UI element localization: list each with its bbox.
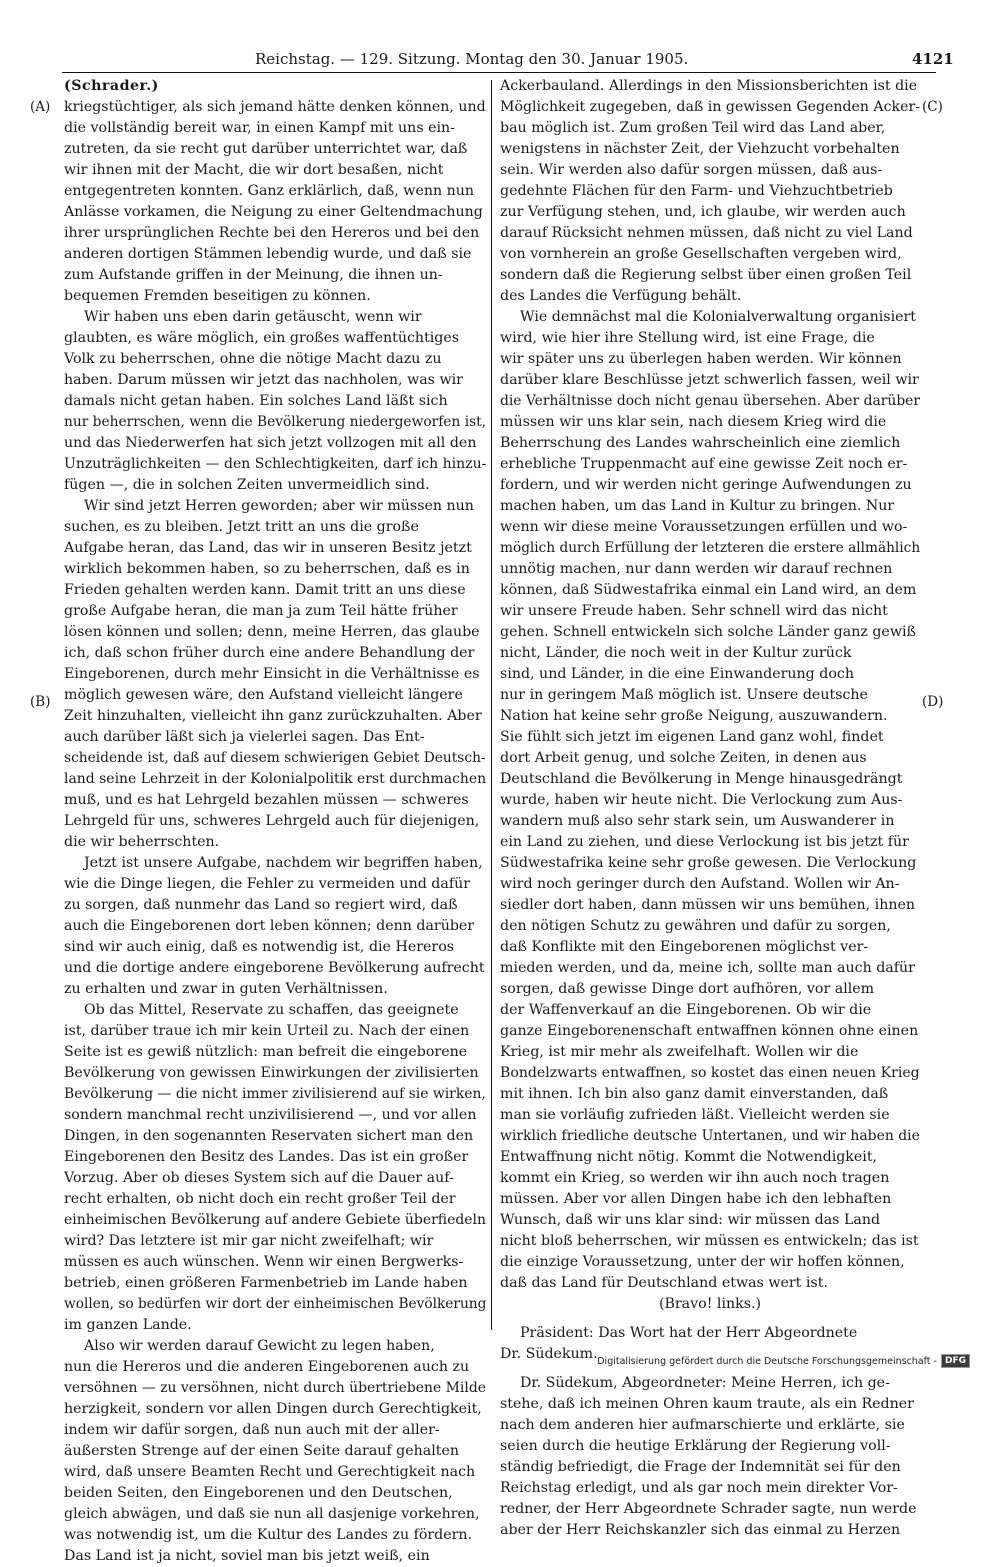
text-line: Eingeborenen, durch mehr Einsicht in die Verhältnisse es — [64, 666, 480, 682]
text-line: des Landes die Verfügung behält. — [500, 288, 742, 304]
text-line: äußersten Strenge auf der einen Seite darauf gehalten — [64, 1443, 460, 1459]
text-line: auch die Eingeborenen dort leben können; denn darüber — [64, 918, 475, 934]
text-line: damals nicht getan haben. Ein solches Land läßt sich — [64, 393, 448, 409]
text-line: wird, wie hier ihre Stellung wird, ist eine Frage, die — [500, 330, 875, 346]
text-line: entgegentreten konnten. Ganz erklärlich, daß, wenn nun — [64, 183, 475, 199]
text-line: die vollständig bereit war, in einen Kampf mit uns ein- — [64, 120, 455, 136]
text-line: seien durch die heutige Erklärung der Regierung voll- — [500, 1438, 891, 1454]
text-line: Vorzug. Aber ob dieses System sich auf die Dauer auf- — [64, 1170, 454, 1186]
text-line: ein Land zu ziehen, und diese Verlockung ist bis jetzt für — [500, 834, 909, 850]
margin-mark-b: (B) — [30, 694, 51, 710]
text-line: Wie demnächst mal die Kolonialverwaltung organisiert — [520, 309, 917, 325]
text-line: Seite ist es gewiß nützlich: man befreit die eingeborene — [64, 1044, 468, 1060]
text-line: indem wir dafür sorgen, daß nun auch mit der aller- — [64, 1422, 440, 1438]
text-line: von vornherein an große Gesellschaften vergeben wird, — [500, 246, 902, 262]
text-line: Wir haben uns eben darin getäuscht, wenn wir — [84, 309, 422, 325]
text-line: versöhnen — zu versöhnen, nicht durch übertriebene Milde — [64, 1380, 486, 1396]
text-line: mieden werden, und da, meine ich, sollte man auch dafür — [500, 960, 915, 976]
text-line: Volk zu beherrschen, ohne die nötige Macht dazu zu — [64, 351, 442, 367]
text-line: Aufgabe heran, das Land, das wir in unseren Besitz jetzt — [64, 540, 472, 556]
text-line: möglich durch Erfüllung der letzteren die erstere allmählich — [500, 540, 921, 556]
text-line: Bevölkerung von gewissen Einwirkungen der zivilisierten — [64, 1065, 479, 1081]
text-line: fügen —, die in solchen Zeiten unvermeidlich sind. — [64, 477, 430, 493]
text-line: kommt ein Krieg, so werden wir ihn auch noch tragen — [500, 1170, 890, 1186]
text-line: und das Niederwerfen hat sich jetzt vollzogen mit all den — [64, 435, 477, 451]
text-line: lösen können und sollen; denn, meine Herren, das glaube — [64, 624, 480, 640]
text-line: fordern, und wir werden nicht geringe Aufwendungen zu — [500, 477, 912, 493]
text-line: Zeit hinzuhalten, vielleicht ihn ganz zurückzuhalten. Aber — [64, 708, 482, 724]
text-line: wenigstens in nächster Zeit, der Viehzucht vorbehalten — [500, 141, 900, 157]
text-line: wollen, so bedürfen wir dort der einheimischen Bevölkerung — [64, 1296, 487, 1312]
text-line: anderen dortigen Stämmen lebendig wurde, und daß sie — [64, 246, 472, 262]
text-line: zutreten, da sie recht gut darüber unterrichtet war, daß — [64, 141, 468, 157]
text-line: Entwaffnung nicht nötig. Kommt die Notwendigkeit, — [500, 1149, 878, 1165]
text-line: möglich gewesen wäre, den Aufstand vielleicht längere — [64, 687, 463, 703]
page-number: 4121 — [912, 50, 954, 68]
text-line: Das Land ist ja nicht, soviel man bis jetzt weiß, ein — [64, 1548, 430, 1564]
text-line: einheimischen Bevölkerung auf andere Gebiete überfiedeln — [64, 1212, 486, 1228]
text-line: redner, der Herr Abgeordnete Schrader sagte, nun werde — [500, 1501, 917, 1517]
text-line: ist, darüber traue ich mir kein Urteil zu. Nach der einen — [64, 1023, 470, 1039]
text-line: müssen wir uns klar sein, nach diesem Krieg wird die — [500, 414, 887, 430]
margin-mark-d: (D) — [922, 694, 944, 710]
text-line: Südwestafrika keine sehr große gewesen. Die Verlockung — [500, 855, 917, 871]
text-line: erhebliche Truppenmacht auf eine gewisse Zeit noch er- — [500, 456, 908, 472]
header-rule — [62, 72, 936, 73]
text-line: Anlässe vorkamen, die Neigung zu einer Geltendmachung — [64, 204, 483, 220]
text-line: Krieg, ist mir mehr als zweifelhaft. Wollen wir die — [500, 1044, 859, 1060]
text-line: mit ihnen. Ich bin also ganz damit einverstanden, daß — [500, 1086, 889, 1102]
text-line: wirklich friedliche deutsche Untertanen, und wir haben die — [500, 1128, 920, 1144]
text-line: zu erhalten und zwar in guten Verhältnissen. — [64, 981, 388, 997]
text-line: sondern daß die Regierung selbst über einen großen Teil — [500, 267, 912, 283]
text-line: betrieb, einen größeren Farmenbetrieb im Lande haben — [64, 1275, 468, 1291]
text-line: wird noch geringer durch den Aufstand. Wollen wir An- — [500, 876, 900, 892]
text-line: nach dem anderen hier aufmarschierte und erklärte, sie — [500, 1417, 905, 1433]
text-line: wir ihnen mit der Macht, die wir dort besaßen, nicht — [64, 162, 444, 178]
text-line: recht erhalten, ob nicht doch ein recht großer Teil der — [64, 1191, 456, 1207]
text-line: ihrer ursprünglichen Rechte bei den Hereros und bei den — [64, 225, 480, 241]
text-line: daß das Land für Deutschland etwas wert ist. — [500, 1275, 828, 1291]
text-line: Eingeborenen den Besitz des Landes. Das ist ein großer — [64, 1149, 469, 1165]
text-line: zur Verfügung stehen, und, ich glaube, wir werden auch — [500, 204, 906, 220]
text-line: Dr. Südekum. — [500, 1346, 598, 1362]
text-line: darüber klare Beschlüsse jetzt schwerlich fassen, weil wir — [500, 372, 919, 388]
text-line: Reichstag erledigt, und als gar noch mein direkter Vor- — [500, 1480, 898, 1496]
text-line: Beherrschung des Landes wahrscheinlich eine ziemlich — [500, 435, 901, 451]
text-line: ständig befriedigt, die Frage der Indemnität sei für den — [500, 1459, 901, 1475]
text-line: große Aufgabe heran, die man ja zum Teil hätte früher — [64, 603, 458, 619]
text-line: wir unsere Freude haben. Sehr schnell wird das nicht — [500, 603, 888, 619]
text-line: Also wir werden darauf Gewicht zu legen haben, — [84, 1338, 435, 1354]
text-line: haben. Darum müssen wir jetzt das nachholen, was wir — [64, 372, 463, 388]
text-line: ganze Eingeborenenschaft entwaffnen können ohne einen — [500, 1023, 919, 1039]
text-line: wandern muß also sehr stark sein, um Auswanderer in — [500, 813, 895, 829]
text-line: Ob das Mittel, Reservate zu schaffen, das geeignete — [84, 1002, 459, 1018]
text-line: bequemen Fremden beseitigen zu können. — [64, 288, 371, 304]
text-line: sein. Wir werden also dafür sorgen müssen, daß aus- — [500, 162, 883, 178]
text-line: die wir beherrschten. — [64, 834, 220, 850]
text-line: Möglichkeit zugegeben, daß in gewissen Gegenden Acker- — [500, 99, 920, 115]
text-line: Präsident: Das Wort hat der Herr Abgeordnete — [520, 1325, 858, 1341]
text-line: Sie fühlt sich jetzt im eigenen Land ganz wohl, findet — [500, 729, 884, 745]
text-line: wie die Dinge liegen, die Fehler zu vermeiden und dafür — [64, 876, 471, 892]
text-line: wurde, haben wir heute nicht. Die Verlockung zum Aus- — [500, 792, 903, 808]
text-line: Bondelzwarts entwaffnen, so kostet das einen neuen Krieg — [500, 1065, 920, 1081]
text-line: müssen es auch wünschen. Wenn wir einen Bergwerks- — [64, 1254, 464, 1270]
text-line: beiden Seiten, den Eingeborenen und den Deutschen, — [64, 1485, 453, 1501]
text-line: daß Konflikte mit den Eingeborenen möglichst ver- — [500, 939, 869, 955]
text-line: gedehnte Flächen für den Farm- und Viehzuchtbetrieb — [500, 183, 893, 199]
text-line: Ackerbauland. Allerdings in den Missionsberichten ist die — [500, 78, 918, 94]
text-line: dort Arbeit genug, und solche Zeiten, in denen aus — [500, 750, 867, 766]
text-line: aber der Herr Reichskanzler sich das einmal zu Herzen — [500, 1522, 901, 1538]
text-line: nur in geringem Maß möglich ist. Unsere deutsche — [500, 687, 868, 703]
text-line: gleich abwägen, und daß sie nun all dasjenige vorkehren, — [64, 1506, 480, 1522]
text-line: Wunsch, daß wir uns klar sind: wir müssen das Land — [500, 1212, 881, 1228]
left-column — [64, 76, 487, 1564]
text-line: wird? Das letztere ist mir gar nicht zweifelhaft; wir — [64, 1233, 434, 1249]
text-line: man sie vorläufig zufrieden läßt. Vielleicht werden sie — [500, 1107, 890, 1123]
text-line: herzigkeit, sondern vor allen Dingen durch Gerechtigkeit, — [64, 1401, 482, 1417]
text-line: glaubten, es wäre möglich, ein großes waffentüchtiges — [64, 330, 460, 346]
text-line: die Verhältnisse doch nicht genau übersehen. Aber darüber — [500, 393, 921, 409]
text-line: müssen. Aber vor allen Dingen habe ich den lebhaften — [500, 1191, 892, 1207]
text-line: im ganzen Lande. — [64, 1317, 192, 1333]
text-line: sind wir auch einig, daß es notwendig ist, die Hereros — [64, 939, 455, 955]
text-line: wird, daß unsere Beamten Recht und Gerechtigkeit nach — [64, 1464, 476, 1480]
text-line: Wir sind jetzt Herren geworden; aber wir müssen nun — [84, 498, 474, 514]
text-line: muß, und es hat Lehrgeld bezahlen müssen — schweres — [64, 792, 469, 808]
text-line: nicht bloß beherrschen, wir müssen es entwickeln; das ist — [500, 1233, 919, 1249]
text-line: scheidende ist, daß auf diesem schwierigen Gebiet Deutsch- — [64, 750, 486, 766]
footer-credit: Digitalisierung gefördert durch die Deutsche Forschungsgemeinschaft - — [597, 1355, 937, 1367]
text-line: Lehrgeld für uns, schweres Lehrgeld auch für diejenigen, — [64, 813, 480, 829]
text-line: sondern manchmal recht unzivilisierend —, und vor allen — [64, 1107, 477, 1123]
text-line: Frieden gehalten werden kann. Damit tritt an uns diese — [64, 582, 466, 598]
text-line: Dingen, in den sogenannten Reservaten sichert man den — [64, 1128, 474, 1144]
text-line: können, daß Südwestafrika einmal ein Land wird, an dem — [500, 582, 917, 598]
text-line: suchen, es zu bleiben. Jetzt tritt an uns die große — [64, 519, 419, 535]
text-line: kriegstüchtiger, als sich jemand hätte denken können, und — [64, 99, 486, 115]
text-line: wirklich bekommen haben, so zu beherrschen, daß es in — [64, 561, 470, 577]
text-line: und die dortige andere eingeborene Bevölkerung aufrecht — [64, 960, 485, 976]
text-line: land seine Lehrzeit in der Kolonialpolitik erst durchmachen — [64, 771, 487, 787]
text-line: (Bravo! links.) — [658, 1296, 762, 1312]
text-line: zum Aufstande griffen in der Meinung, die ihnen un- — [64, 267, 443, 283]
text-line: wenn wir diese meine Voraussetzungen erfüllen und wo- — [500, 519, 908, 535]
text-line: sind, und Länder, in die eine Einwanderung doch — [500, 666, 854, 682]
text-line: den nötigen Schutz zu gewähren und dafür zu sorgen, — [500, 918, 891, 934]
text-line: die einzige Voraussetzung, unter der wir hoffen können, — [500, 1254, 905, 1270]
text-line: gehen. Schnell entwickeln sich solche Länder ganz gewiß — [500, 624, 916, 640]
text-line: nun die Hereros und die anderen Eingeborenen auch zu — [64, 1359, 470, 1375]
text-line: der Waffenverkauf an die Eingeborenen. Ob wir die — [500, 1002, 872, 1018]
text-line: Deutschland die Bevölkerung in Menge hinausgedrängt — [500, 771, 903, 787]
footer — [597, 1350, 970, 1372]
text-line: ich, daß schon früher durch eine andere Behandlung der — [64, 645, 475, 661]
text-line: Jetzt ist unsere Aufgabe, nachdem wir begriffen haben, — [84, 855, 483, 871]
text-line: Unzuträglichkeiten — den Schlechtigkeiten, darf ich hinzu- — [64, 456, 487, 472]
text-line: machen haben, um das Land in Kultur zu bringen. Nur — [500, 498, 895, 514]
column-divider — [491, 80, 492, 1330]
text-line: (Schrader.) — [64, 78, 159, 94]
running-header: Reichstag. — 129. Sitzung. Montag den 30. Januar 1905. — [255, 50, 689, 68]
text-line: siedler dort haben, dann müssen wir uns bemühen, ihnen — [500, 897, 916, 913]
text-line: stehe, daß ich meinen Ohren kaum traute, als ein Redner — [500, 1396, 914, 1412]
text-line: zu sorgen, daß nunmehr das Land so regiert wird, daß — [64, 897, 458, 913]
text-line: auch darüber läßt sich ja vielerlei sagen. Das Ent- — [64, 729, 425, 745]
margin-mark-c: (C) — [922, 99, 943, 115]
text-line: Bevölkerung — die nicht immer zivilisierend auf sie wirken, — [64, 1086, 486, 1102]
text-line: bau möglich ist. Zum großen Teil wird das Land aber, — [500, 120, 886, 136]
dfg-logo: DFG — [941, 1354, 970, 1368]
text-line: Nation hat keine sehr große Neigung, auszuwandern. — [500, 708, 888, 724]
margin-mark-a: (A) — [30, 99, 51, 115]
text-line: nur beherrschen, wenn die Bevölkerung niedergeworfen ist, — [64, 414, 487, 430]
text-line: wir später uns zu überlegen haben werden. Wir können — [500, 351, 902, 367]
text-line: unnötig machen, nur dann werden wir darauf rechnen — [500, 561, 893, 577]
text-line: sorgen, daß gewisse Dinge dort aufhören, vor allem — [500, 981, 875, 997]
text-line: darauf Rücksicht nehmen müssen, daß nicht zu viel Land — [500, 225, 913, 241]
text-line: nicht, Länder, die noch weit in der Kultur zurück — [500, 645, 852, 661]
text-line: was notwendig ist, um die Kultur des Landes zu fördern. — [64, 1527, 473, 1543]
text-line: Dr. Südekum, Abgeordneter: Meine Herren, ich ge- — [520, 1375, 890, 1391]
